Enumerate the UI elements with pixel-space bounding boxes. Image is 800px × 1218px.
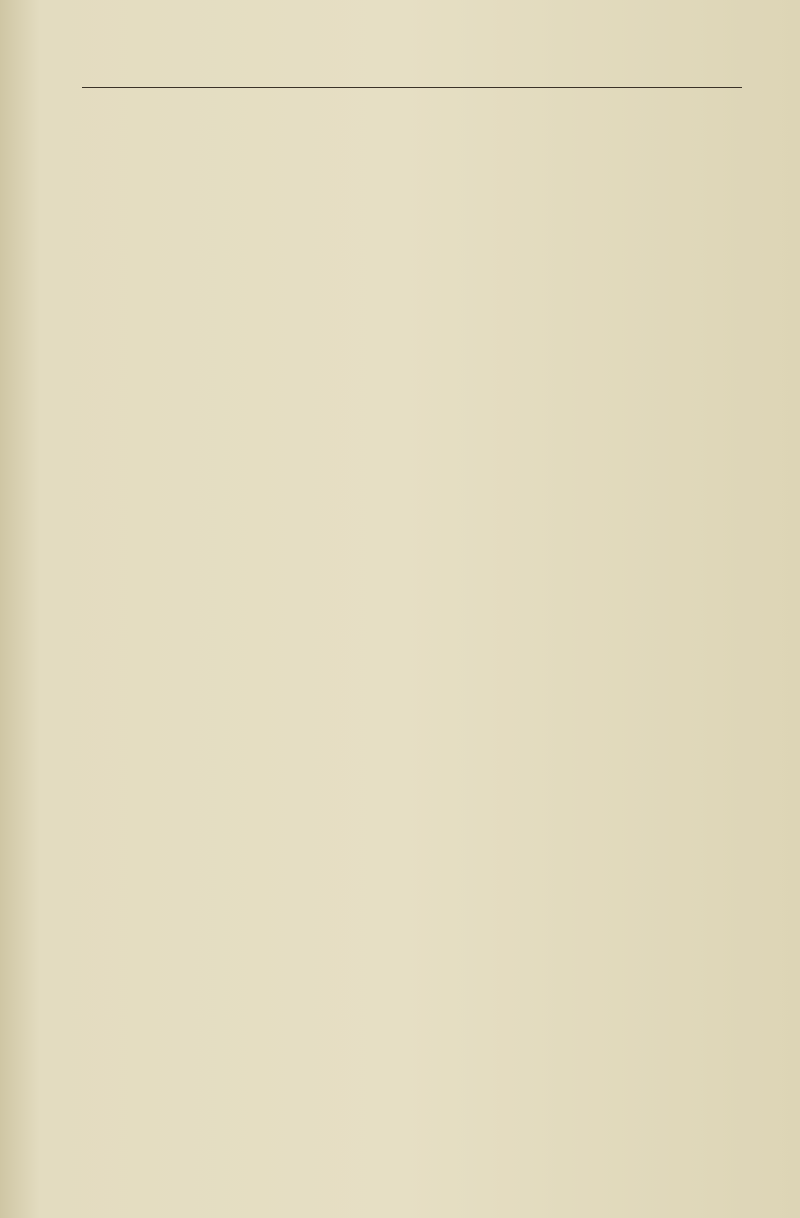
header-rule xyxy=(82,87,742,88)
